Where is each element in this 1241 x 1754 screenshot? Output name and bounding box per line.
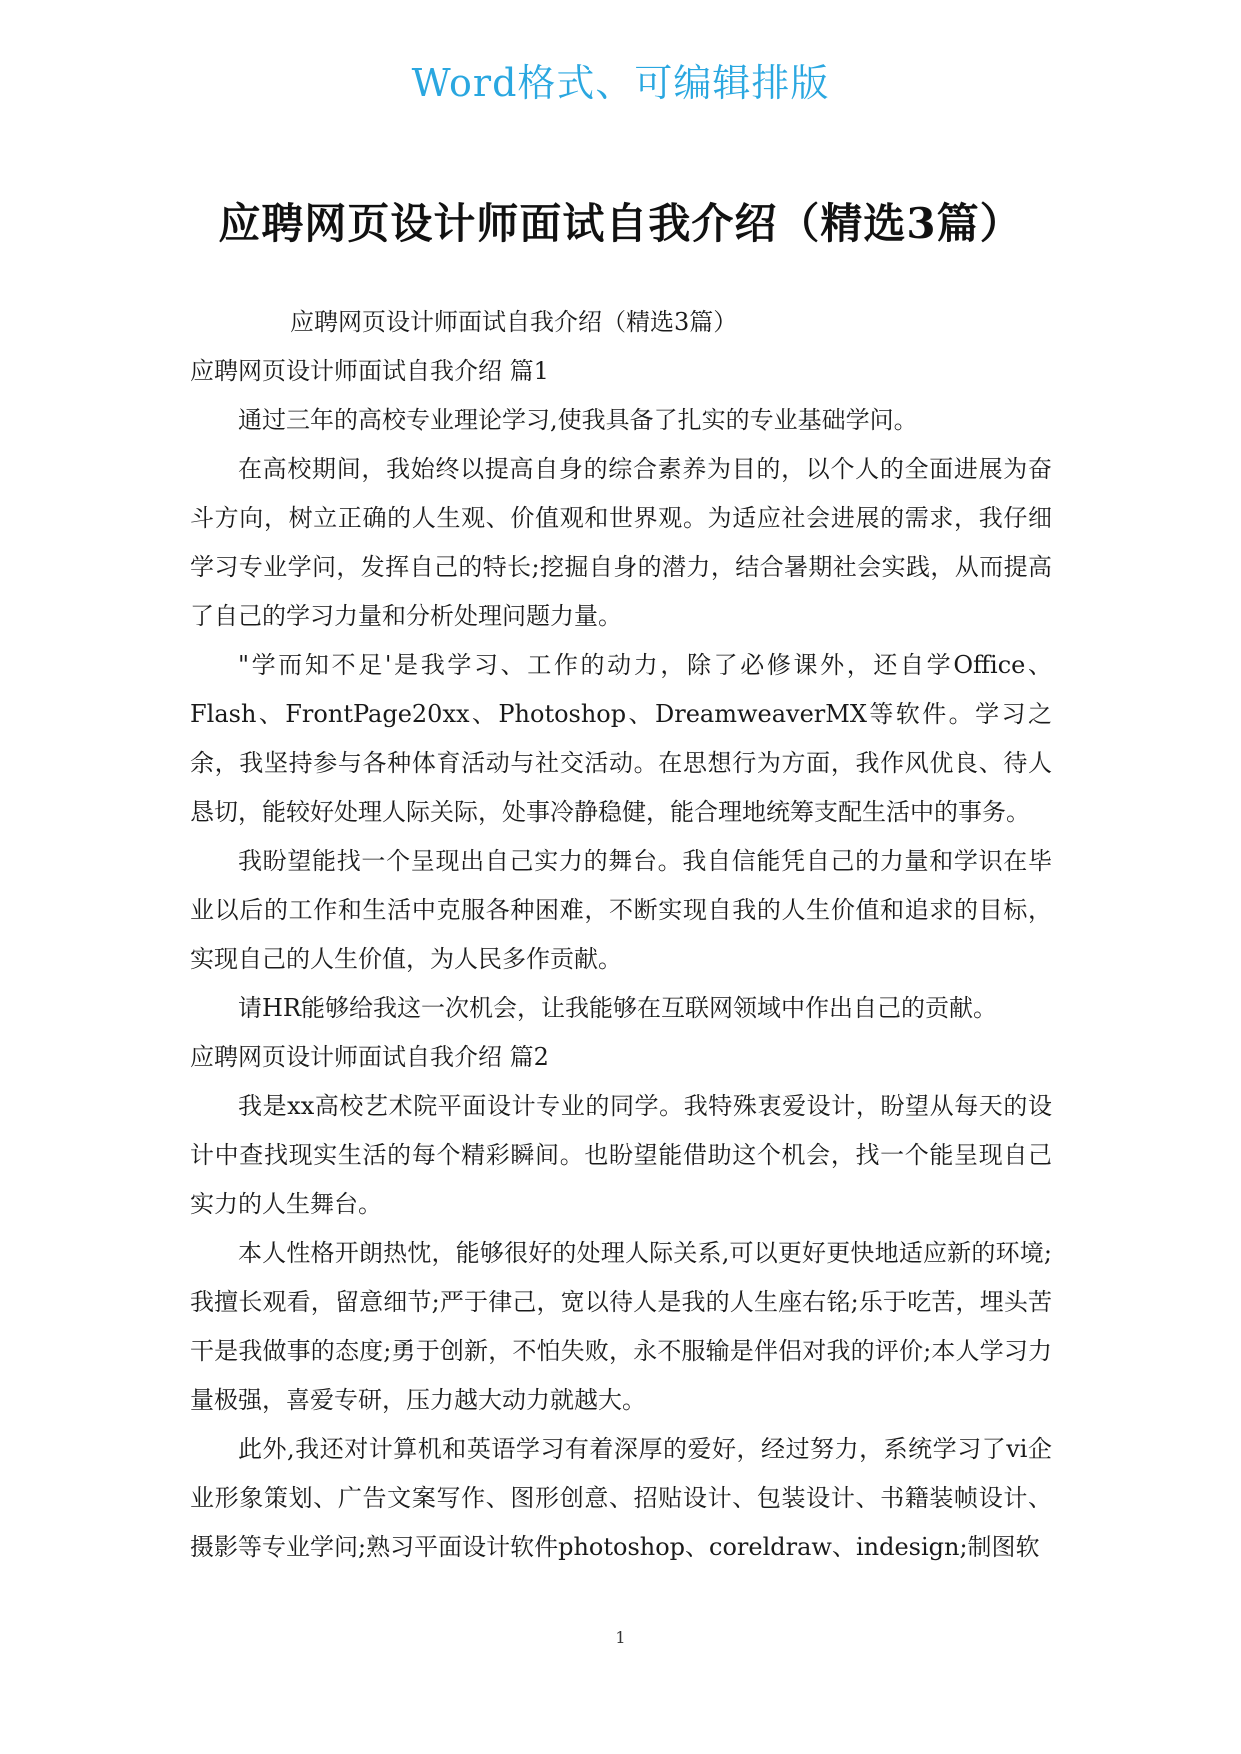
section1-paragraph-3: "学而知不足'是我学习、工作的动力，除了必修课外，还自学Office、Flash、FrontPage20xx、Photoshop、DreamweaverMX等软件。学习之余，我坚持参与各种体育活动与社交活动。在思想行为方面，我作风优良、待人恳切，能较好处理人际关际，处事冷静稳健，能合理地统筹支配生活中的事务。 [190,651,1052,826]
section-heading-2: 应聘网页设计师面试自我介绍 篇2 [190,1043,549,1071]
format-banner: Word格式、可编辑排版 [411,61,830,105]
document-title: 应聘网页设计师面试自我介绍（精选3篇） [218,199,1023,248]
document-subtitle: 应聘网页设计师面试自我介绍（精选3篇） [290,308,738,336]
document-body [190,298,1052,1572]
section2-paragraph-3: 此外,我还对计算机和英语学习有着深厚的爱好，经过努力，系统学习了vi企业形象策划、广告文案写作、图形创意、招贴设计、包装设计、书籍装帧设计、摄影等专业学问;熟习平面设计软件photoshop、coreldraw、indesign;制图软 [190,1435,1052,1561]
section2-paragraph-2: 本人性格开朗热忱，能够很好的处理人际关系,可以更好更快地适应新的环境;我擅长观看，留意细节;严于律己，宽以待人是我的人生座右铭;乐于吃苦，埋头苦干是我做事的态度;勇于创新，不怕失败，永不服输是伴侣对我的评价;本人学习力量极强，喜爱专研，压力越大动力就越大。 [190,1239,1052,1414]
section1-paragraph-2: 在高校期间，我始终以提高自身的综合素养为目的，以个人的全面进展为奋斗方向，树立正确的人生观、价值观和世界观。为适应社会进展的需求，我仔细学习专业学问，发挥自己的特长;挖掘自身的潜力，结合暑期社会实践，从而提高了自己的学习力量和分析处理问题力量。 [190,455,1052,630]
section-heading-1: 应聘网页设计师面试自我介绍 篇1 [190,357,549,385]
section2-paragraph-1: 我是xx高校艺术院平面设计专业的同学。我特殊衷爱设计，盼望从每天的设计中查找现实生活的每个精彩瞬间。也盼望能借助这个机会，找一个能呈现自己实力的人生舞台。 [190,1092,1052,1218]
page-number: 1 [615,1628,626,1647]
section1-paragraph-4: 我盼望能找一个呈现出自己实力的舞台。我自信能凭自己的力量和学识在毕业以后的工作和生活中克服各种困难，不断实现自我的人生价值和追求的目标，实现自己的人生价值，为人民多作贡献。 [190,847,1052,973]
section1-paragraph-5: 请HR能够给我这一次机会，让我能够在互联网领域中作出自己的贡献。 [238,994,997,1022]
section1-paragraph-1: 通过三年的高校专业理论学习,使我具备了扎实的专业基础学问。 [238,406,918,434]
